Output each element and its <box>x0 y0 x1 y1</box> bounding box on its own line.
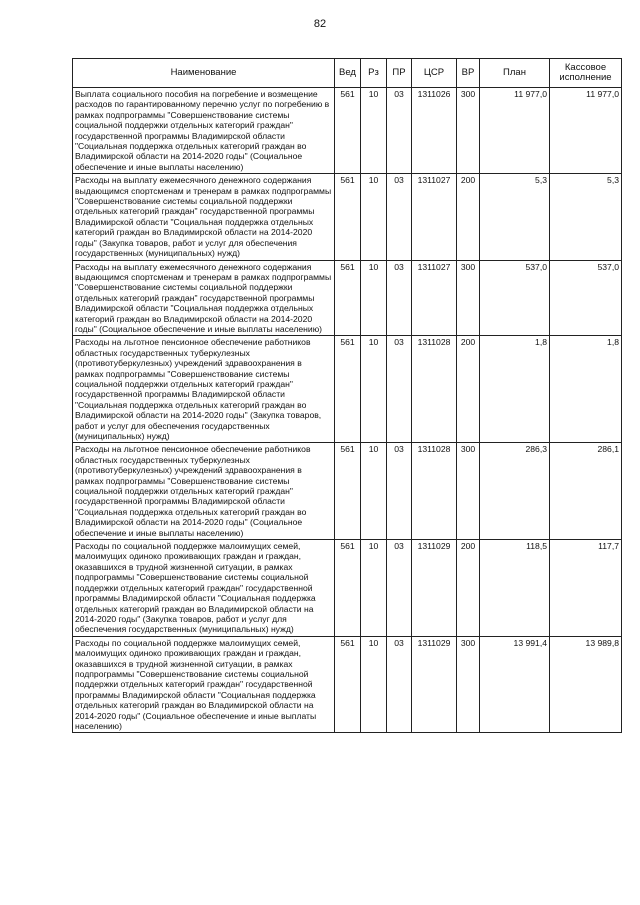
table-row <box>73 336 622 443</box>
row-vr: 300 <box>457 88 480 174</box>
row-vr: 300 <box>457 636 480 733</box>
row-plan: 118,5 <box>480 540 550 637</box>
row-csr: 1311029 <box>412 636 457 733</box>
row-name: Расходы на льготное пенсионное обеспечение работников областных государственных туберкулезных (противотуберкулезных) учреждений здравоохранения в рамках подпрограммы "Совершенствование системы социальной поддержки отдельных категорий граждан" государственной программы Владимирской области "Социальная поддержка отдельных категорий граждан во Владимирской области на 2014-2020 годы" (Закупка товаров, работ и услуг для обеспечения государственных (муниципальных) нужд) <box>73 336 335 443</box>
row-plan: 11 977,0 <box>480 88 550 174</box>
row-plan: 5,3 <box>480 174 550 260</box>
row-ved: 561 <box>335 336 361 443</box>
row-plan: 286,3 <box>480 443 550 540</box>
row-plan: 13 991,4 <box>480 636 550 733</box>
row-rz: 10 <box>361 336 387 443</box>
row-cash: 13 989,8 <box>550 636 622 733</box>
table-row <box>73 88 622 174</box>
row-vr: 300 <box>457 260 480 336</box>
row-cash: 11 977,0 <box>550 88 622 174</box>
row-csr: 1311027 <box>412 174 457 260</box>
row-cash: 286,1 <box>550 443 622 540</box>
row-name: Расходы на выплату ежемесячного денежного содержания выдающимся спортсменам и тренерам в рамках подпрограммы "Совершенствование системы социальной поддержки отдельных категорий граждан" государственной программы Владимирской области "Социальная поддержка отдельных категорий граждан во Владимирской области на 2014-2020 годы" (Закупка товаров, работ и услуг для обеспечения государственных (муниципальных) нужд) <box>73 174 335 260</box>
row-rz: 10 <box>361 260 387 336</box>
row-vr: 200 <box>457 336 480 443</box>
row-cash: 117,7 <box>550 540 622 637</box>
row-name: Выплата социального пособия на погребение и возмещение расходов по гарантированному перечню услуг по погребению в рамках подпрограммы "Совершенствование системы социальной поддержки отдельных категорий граждан" государственной программы Владимирской области "Социальная поддержка отдельных категорий граждан во Владимирской области на 2014-2020 годы" (Социальное обеспечение и иные выплаты населению) <box>73 88 335 174</box>
row-vr: 300 <box>457 443 480 540</box>
row-csr: 1311028 <box>412 336 457 443</box>
row-ved: 561 <box>335 443 361 540</box>
header-name: Наименование <box>73 59 335 88</box>
header-plan: План <box>480 59 550 88</box>
row-ved: 561 <box>335 636 361 733</box>
row-rz: 10 <box>361 443 387 540</box>
header-ved: Вед <box>335 59 361 88</box>
row-csr: 1311026 <box>412 88 457 174</box>
header-csr: ЦСР <box>412 59 457 88</box>
table-row <box>73 260 622 336</box>
row-pr: 03 <box>387 540 412 637</box>
row-pr: 03 <box>387 88 412 174</box>
table-row <box>73 174 622 260</box>
row-pr: 03 <box>387 336 412 443</box>
row-name: Расходы на льготное пенсионное обеспечение работников областных государственных туберкулезных (противотуберкулезных) учреждений здравоохранения в рамках подпрограммы "Совершенствование системы социальной поддержки отдельных категорий граждан" государственной программы Владимирской области "Социальная поддержка отдельных категорий граждан во Владимирской области на 2014-2020 годы" (Социальное обеспечение и иные выплаты населению) <box>73 443 335 540</box>
row-cash: 5,3 <box>550 174 622 260</box>
row-vr: 200 <box>457 540 480 637</box>
header-pr: ПР <box>387 59 412 88</box>
row-csr: 1311029 <box>412 540 457 637</box>
row-ved: 561 <box>335 540 361 637</box>
row-pr: 03 <box>387 636 412 733</box>
row-cash: 1,8 <box>550 336 622 443</box>
table-header-row <box>73 59 622 88</box>
row-name: Расходы на выплату ежемесячного денежного содержания выдающимся спортсменам и тренерам в рамках подпрограммы "Совершенствование системы социальной поддержки отдельных категорий граждан" государственной программы Владимирской области "Социальная поддержка отдельных категорий граждан во Владимирской области на 2014-2020 годы" (Социальное обеспечение и иные выплаты населению) <box>73 260 335 336</box>
row-name: Расходы по социальной поддержке малоимущих семей, малоимущих одиноко проживающих граждан и граждан, оказавшихся в трудной жизненной ситуации, в рамках подпрограммы "Совершенствование системы социальной поддержки отдельных категорий граждан" государственной программы Владимирской области "Социальная поддержка отдельных категорий граждан во Владимирской области на 2014-2020 годы" (Социальное обеспечение и иные выплаты населению) <box>73 636 335 733</box>
table-row <box>73 443 622 540</box>
row-plan: 1,8 <box>480 336 550 443</box>
row-pr: 03 <box>387 260 412 336</box>
row-ved: 561 <box>335 88 361 174</box>
row-rz: 10 <box>361 540 387 637</box>
row-pr: 03 <box>387 443 412 540</box>
page-number: 82 <box>313 18 327 30</box>
row-ved: 561 <box>335 260 361 336</box>
row-cash: 537,0 <box>550 260 622 336</box>
header-cash: Кассовое исполнение <box>550 59 622 88</box>
row-csr: 1311027 <box>412 260 457 336</box>
row-rz: 10 <box>361 88 387 174</box>
row-pr: 03 <box>387 174 412 260</box>
table-row <box>73 540 622 637</box>
row-vr: 200 <box>457 174 480 260</box>
budget-table <box>72 58 622 733</box>
table-row <box>73 636 622 733</box>
row-ved: 561 <box>335 174 361 260</box>
row-rz: 10 <box>361 174 387 260</box>
row-name: Расходы по социальной поддержке малоимущих семей, малоимущих одиноко проживающих граждан и граждан, оказавшихся в трудной жизненной ситуации, в рамках подпрограммы "Совершенствование системы социальной поддержки отдельных категорий граждан" государственной программы Владимирской области "Социальная поддержка отдельных категорий граждан во Владимирской области на 2014-2020 годы" (Закупка товаров, работ и услуг для обеспечения государственных (муниципальных) нужд) <box>73 540 335 637</box>
row-csr: 1311028 <box>412 443 457 540</box>
row-rz: 10 <box>361 636 387 733</box>
header-vr: ВР <box>457 59 480 88</box>
row-plan: 537,0 <box>480 260 550 336</box>
header-rz: Рз <box>361 59 387 88</box>
